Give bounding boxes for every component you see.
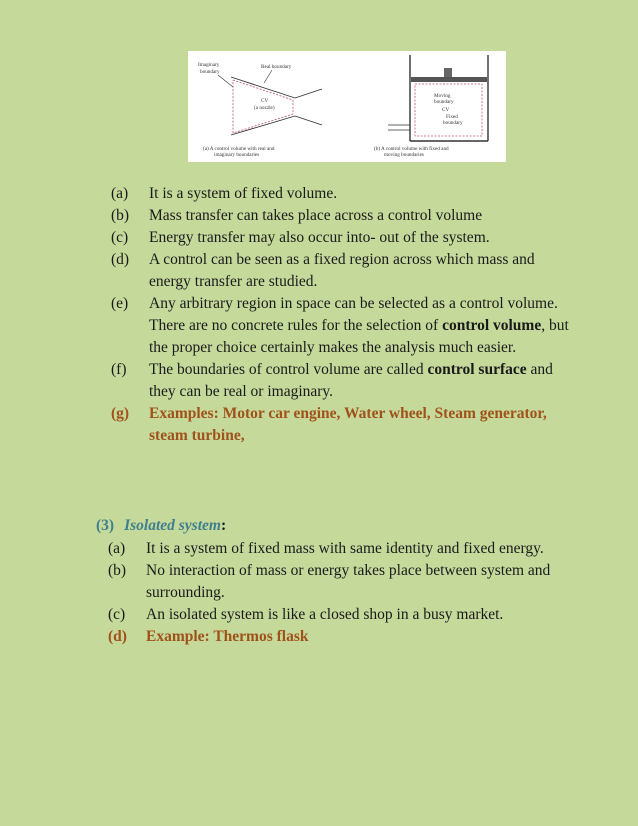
fig-label-imaginary2: boundary [200,69,220,75]
list-item [111,227,571,249]
item-text: No interaction of mass or energy takes place between system and surrounding. [146,562,551,601]
item-text-after: and they can be real or imaginary. [149,361,553,400]
item-text [149,359,571,403]
item-label: (a) [111,185,129,202]
item-text [149,293,571,359]
section-colon: : [220,517,227,534]
fig-leader-imaginary [218,75,233,87]
item-label: (a) [108,540,126,557]
item-label: (f) [111,361,127,378]
item-text-before: The boundaries of control volume are called [149,361,428,378]
item-label: (c) [108,606,126,623]
item-text: A control can be seen as a fixed region across which mass and energy transfer are studied. [149,251,535,290]
control-volume-list [111,183,571,447]
section-number: (3) [96,517,115,534]
item-text-after: , but the proper choice certainly makes the analysis much easier. [149,317,569,356]
fig-label-cv-left: CV [261,98,269,104]
list-item [108,538,568,560]
list-item [111,359,571,403]
fig-label-fixed: Fixed [446,114,458,120]
fig-caption-right-1: (b) A control volume with fixed and [374,146,449,152]
item-text: It is a system of fixed mass with same identity and fixed energy. [146,540,544,557]
item-text: Examples: Motor car engine, Water wheel, Steam generator, steam turbine, [149,405,547,444]
figure-svg [188,51,506,162]
fig-label-real: Real boundary [261,64,292,70]
fig-label-fixed2: boundary [443,120,463,126]
fig-leader-real [264,70,272,83]
fig-caption-right-2: moving boundaries [384,152,424,158]
fig-label-nozzle: (a nozzle) [254,105,275,111]
list-item [108,560,568,604]
item-label: (b) [111,207,130,224]
list-item-example [108,626,568,648]
nozzle-top-wall [231,77,295,98]
nozzle-bottom-outlet [295,116,322,125]
fig-label-cv-right: CV [442,107,450,113]
item-text: An isolated system is like a closed shop in a busy market. [146,606,504,623]
nozzle-top-outlet [295,89,322,98]
item-text: It is a system of fixed volume. [149,185,338,202]
list-item [108,604,568,626]
item-label: (g) [111,405,130,422]
item-text-bold: control volume [442,317,542,334]
control-volume-figure [188,51,506,162]
piston [411,77,487,82]
section-heading-isolated-system [96,515,226,537]
list-item-examples [111,403,571,447]
item-label: (b) [108,562,127,579]
item-text: Example: Thermos flask [146,628,309,645]
fig-label-imaginary: Imaginary [198,62,220,68]
fig-caption-left-2: imaginary boundaries [214,152,260,158]
fig-caption-left-1: (a) A control volume with real and [203,146,275,152]
item-text-bold: control surface [427,361,527,378]
list-item [111,183,571,205]
item-text: Energy transfer may also occur into- out of the system. [149,229,490,246]
fig-label-moving2: boundary [434,99,454,105]
nozzle-bottom-wall [231,116,295,135]
fig-label-moving: Moving [434,93,451,99]
item-text-before: Any arbitrary region in space can be selected as a control volume. There are no concrete rules for the selection of [149,295,558,334]
list-item [111,249,571,293]
item-label: (e) [111,295,129,312]
isolated-system-list [108,538,568,648]
piston-weight [444,68,452,77]
item-label: (c) [111,229,129,246]
item-label: (d) [111,251,130,268]
section-title: Isolated system [124,517,221,534]
item-text: Mass transfer can takes place across a control volume [149,207,483,224]
item-label: (d) [108,628,127,645]
list-item [111,205,571,227]
list-item [111,293,571,359]
